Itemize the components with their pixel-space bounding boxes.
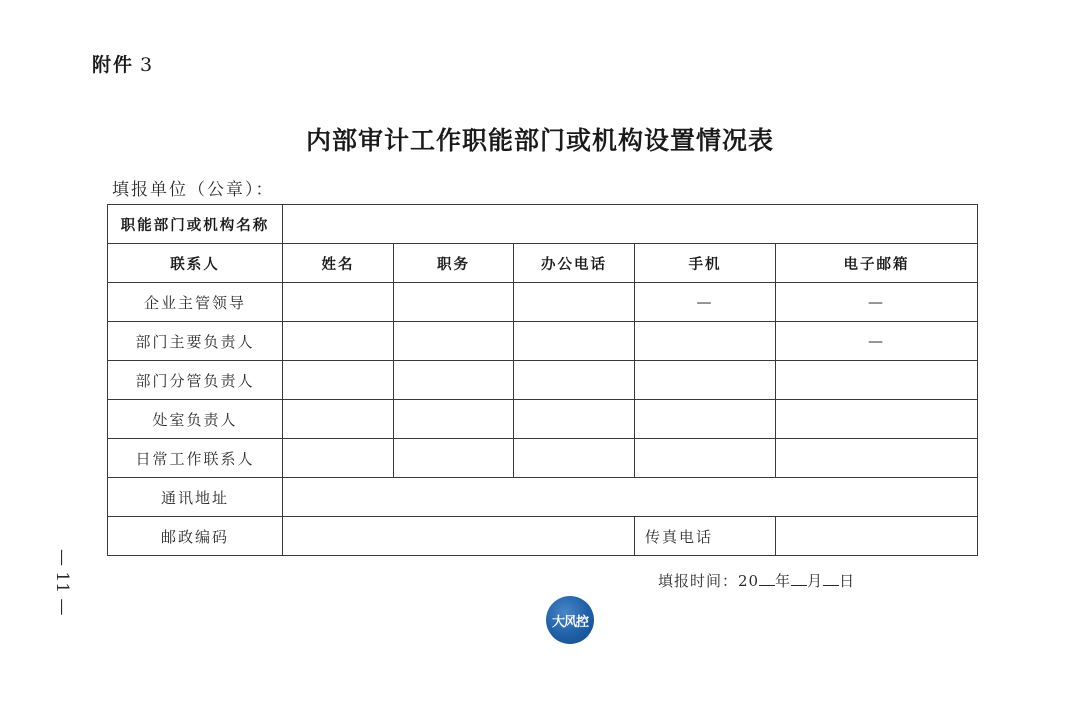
position-cell[interactable] — [394, 283, 514, 322]
table-row — [108, 517, 978, 556]
address-field[interactable] — [283, 478, 978, 517]
mobile-header: 手机 — [635, 244, 776, 283]
day-label: 日 — [839, 572, 856, 590]
table-row — [108, 244, 978, 283]
row-label: 日常工作联系人 — [108, 439, 283, 478]
month-label: 月 — [807, 572, 824, 590]
table-row — [108, 283, 978, 322]
office-phone-header: 办公电话 — [514, 244, 635, 283]
table-row — [108, 322, 978, 361]
dept-name-field[interactable] — [283, 205, 978, 244]
postal-code-label: 邮政编码 — [108, 517, 283, 556]
position-cell[interactable] — [394, 400, 514, 439]
name-header: 姓名 — [283, 244, 394, 283]
fax-field[interactable] — [776, 517, 978, 556]
position-cell[interactable] — [394, 322, 514, 361]
office-phone-cell[interactable] — [514, 283, 635, 322]
table-row — [108, 205, 978, 244]
fill-date-label: 填报时间： — [658, 572, 739, 590]
fill-unit-label: 填报单位（公章）： — [112, 180, 275, 200]
mobile-cell[interactable] — [635, 439, 776, 478]
name-cell[interactable] — [283, 322, 394, 361]
fill-date — [658, 570, 855, 591]
mobile-cell[interactable] — [635, 400, 776, 439]
row-label: 部门分管负责人 — [108, 361, 283, 400]
name-cell[interactable] — [283, 400, 394, 439]
watermark-logo — [546, 596, 594, 644]
email-cell[interactable] — [776, 439, 978, 478]
office-phone-cell[interactable] — [514, 439, 635, 478]
row-label: 部门主要负责人 — [108, 322, 283, 361]
table-row — [108, 439, 978, 478]
address-label: 通讯地址 — [108, 478, 283, 517]
mobile-cell[interactable] — [635, 322, 776, 361]
position-header: 职务 — [394, 244, 514, 283]
setup-form-table — [107, 204, 978, 556]
name-cell[interactable] — [283, 283, 394, 322]
name-cell[interactable] — [283, 361, 394, 400]
attachment-label — [92, 50, 154, 77]
table-row — [108, 361, 978, 400]
month-blank[interactable] — [791, 571, 807, 586]
mobile-cell: — — [635, 283, 776, 322]
email-cell: — — [776, 283, 978, 322]
day-blank[interactable] — [823, 571, 839, 586]
year-blank[interactable] — [759, 571, 775, 586]
mobile-cell[interactable] — [635, 361, 776, 400]
fax-label: 传真电话 — [635, 517, 776, 556]
position-cell[interactable] — [394, 439, 514, 478]
office-phone-cell[interactable] — [514, 361, 635, 400]
year-label: 年 — [775, 572, 792, 590]
row-label: 处室负责人 — [108, 400, 283, 439]
email-header: 电子邮箱 — [776, 244, 978, 283]
postal-code-field[interactable] — [283, 517, 635, 556]
office-phone-cell[interactable] — [514, 400, 635, 439]
attachment-number: 3 — [140, 54, 155, 76]
email-cell: — — [776, 322, 978, 361]
dept-name-label: 职能部门或机构名称 — [108, 205, 283, 244]
watermark-logo-text: 大风控 — [551, 614, 588, 630]
year-prefix: 20 — [738, 572, 760, 590]
office-phone-cell[interactable] — [514, 322, 635, 361]
contact-header: 联系人 — [108, 244, 283, 283]
position-cell[interactable] — [394, 361, 514, 400]
page-number: — 11 — — [52, 549, 72, 616]
table-row — [108, 400, 978, 439]
page-title: 内部审计工作职能部门或机构设置情况表 — [305, 126, 774, 155]
attachment-text: 附件 — [92, 54, 135, 76]
table-row — [108, 478, 978, 517]
email-cell[interactable] — [776, 361, 978, 400]
name-cell[interactable] — [283, 439, 394, 478]
row-label: 企业主管领导 — [108, 283, 283, 322]
email-cell[interactable] — [776, 400, 978, 439]
